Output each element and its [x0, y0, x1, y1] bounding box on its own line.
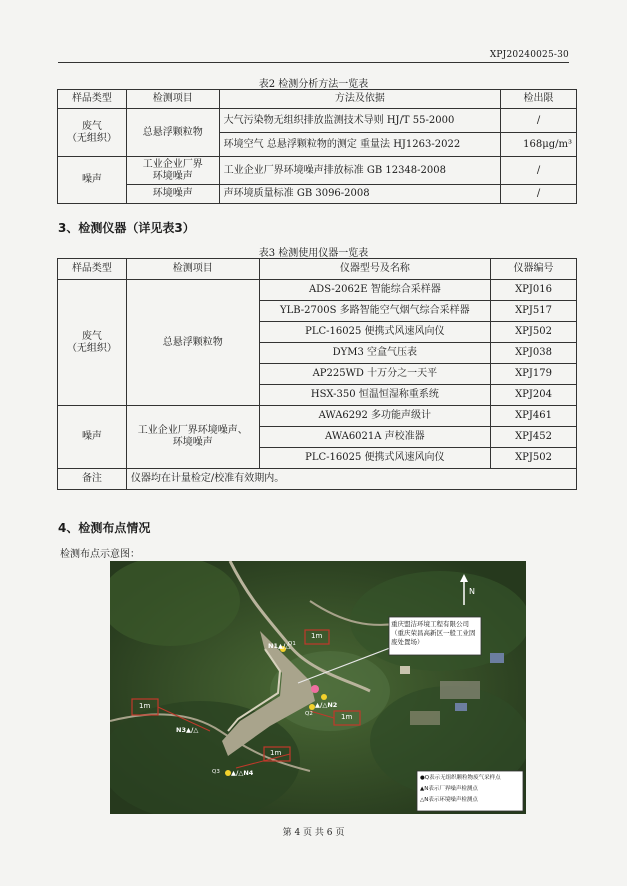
- limit-cell: /: [501, 185, 577, 204]
- map-subtitle: 检测布点示意图：: [60, 549, 140, 560]
- header-cell: 样品类型: [58, 259, 127, 280]
- point-label-n3: N3▲/△: [176, 726, 199, 734]
- instrument-id-cell: XPJ452: [491, 427, 577, 448]
- page-footer: 第 4 页 共 6 页: [282, 828, 345, 838]
- header-cell: 检测项目: [126, 259, 259, 280]
- instrument-id-cell: XPJ517: [491, 301, 577, 322]
- item-cell: 总悬浮颗粒物: [126, 280, 259, 406]
- item-cell: 工业企业厂界 环境噪声: [126, 157, 219, 185]
- method-cell: 环境空气 总悬浮颗粒物的测定 重量法 HJ1263-2022: [219, 133, 500, 157]
- section3-title: 3、检测仪器（详见表3）: [58, 221, 195, 235]
- header-cell: 仪器编号: [491, 259, 577, 280]
- limit-cell: 168μg/m³: [501, 133, 577, 157]
- header-cell: 方法及依据: [219, 90, 500, 109]
- sample-type-cell: 废气 （无组织）: [58, 109, 127, 157]
- sample-type-cell: 噪声: [58, 157, 127, 204]
- item-cell: 总悬浮颗粒物: [126, 109, 219, 157]
- instrument-name-cell: DYM3 空盒气压表: [259, 343, 491, 364]
- point-label-n1: N1▲/△: [268, 642, 291, 650]
- header-cell: 检测项目: [126, 90, 219, 109]
- sample-type-cell: 废气 （无组织）: [58, 280, 127, 406]
- item-cell: 工业企业厂界环境噪声、 环境噪声: [126, 406, 259, 469]
- scale-label: 1m: [270, 749, 282, 757]
- sample-type-cell: 噪声: [58, 406, 127, 469]
- instrument-id-cell: XPJ461: [491, 406, 577, 427]
- point-label-n2: ▲/△N2: [315, 701, 338, 709]
- point-label-q3: Q3: [212, 769, 220, 775]
- table-row: [58, 280, 577, 301]
- instrument-name-cell: HSX-350 恒温恒湿称重系统: [259, 385, 491, 406]
- header-cell: 仪器型号及名称: [259, 259, 491, 280]
- document-number: XPJ20240025-30: [489, 50, 569, 60]
- instrument-table: [57, 258, 577, 490]
- instrument-name-cell: YLB-2700S 多路智能空气烟气综合采样器: [259, 301, 491, 322]
- instrument-name-cell: AWA6021A 声校准器: [259, 427, 491, 448]
- instrument-name-cell: PLC-16025 便携式风速风向仪: [259, 322, 491, 343]
- scale-label: 1m: [139, 702, 151, 710]
- company-label: 重庆盟洁环境工程有限公司（重庆荣昌高新区一般工业固废处置场）: [391, 620, 476, 646]
- header-cell: 检出限: [501, 90, 577, 109]
- instrument-name-cell: AP225WD 十万分之一天平: [259, 364, 491, 385]
- north-label: N: [469, 587, 475, 596]
- table3-caption: 表3 检测使用仪器一览表: [258, 248, 369, 259]
- instrument-id-cell: XPJ204: [491, 385, 577, 406]
- analysis-method-table: [57, 89, 577, 204]
- map-legend: [420, 773, 522, 806]
- remark-text: 仪器均在计量检定/校准有效期内。: [126, 469, 576, 490]
- scale-label: 1m: [311, 632, 323, 640]
- table-header-row: [58, 90, 577, 109]
- point-label-n4: ▲/△N4: [231, 769, 254, 777]
- legend-item: △N表示环境噪声检测点: [420, 797, 478, 803]
- method-cell: 声环境质量标准 GB 3096-2008: [219, 185, 500, 204]
- instrument-id-cell: XPJ016: [491, 280, 577, 301]
- table-row: [58, 109, 577, 133]
- table2-caption: 表2 检测分析方法一览表: [258, 79, 369, 90]
- limit-cell: /: [501, 157, 577, 185]
- table-header-row: [58, 259, 577, 280]
- method-cell: 大气污染物无组织排放监测技术导则 HJ/T 55-2000: [219, 109, 500, 133]
- method-cell: 工业企业厂界环境噪声排放标准 GB 12348-2008: [219, 157, 500, 185]
- remark-label: 备注: [58, 469, 127, 490]
- instrument-name-cell: AWA6292 多功能声级计: [259, 406, 491, 427]
- item-cell: 环境噪声: [126, 185, 219, 204]
- section4-title: 4、检测布点情况: [58, 521, 151, 535]
- scale-label: 1m: [341, 713, 353, 721]
- instrument-id-cell: XPJ038: [491, 343, 577, 364]
- instrument-name-cell: ADS-2062E 智能综合采样器: [259, 280, 491, 301]
- table-row: [58, 185, 577, 204]
- instrument-id-cell: XPJ179: [491, 364, 577, 385]
- header-cell: 样品类型: [58, 90, 127, 109]
- instrument-name-cell: PLC-16025 便携式风速风向仪: [259, 448, 491, 469]
- point-label-q1: Q1: [288, 641, 296, 647]
- legend-item: ●Q表示无组织颗粒物废气采样点: [420, 775, 501, 781]
- instrument-id-cell: XPJ502: [491, 322, 577, 343]
- instrument-id-cell: XPJ502: [491, 448, 577, 469]
- limit-cell: /: [501, 109, 577, 133]
- remark-row: [58, 469, 577, 490]
- monitoring-point-map: [110, 561, 526, 814]
- table-row: [58, 157, 577, 185]
- table-row: [58, 406, 577, 427]
- header-rule: [58, 62, 569, 63]
- point-label-q2: Q2: [305, 711, 313, 717]
- legend-item: ▲N表示厂界噪声检测点: [420, 786, 478, 792]
